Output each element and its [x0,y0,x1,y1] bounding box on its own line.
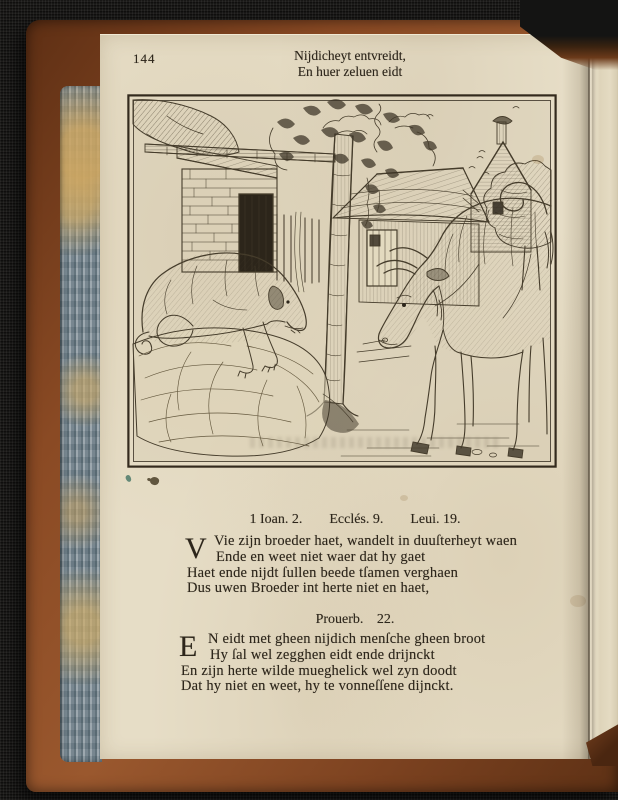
reference-eccles: Ecclés. 9. [329,512,384,527]
green-speck [125,474,133,483]
drop-cap-e: E [179,630,198,663]
underlying-page-edge [592,39,618,755]
engraving-illustration [127,94,557,468]
book-page [100,34,618,759]
foxing-spot [400,495,408,501]
verse-1-line-3: Haet ende nijdt ſullen beede tſamen verghaen [187,564,459,581]
verse-1 [185,534,585,597]
verse-2-line-3: En zijn herte wilde mueghelick wel zyn doodt [181,662,457,679]
page-header [160,48,540,80]
header-line-1: Nijdicheyt entvreidt, [294,48,406,63]
verse-2-line-1: N eidt met gheen nijdich menſche gheen broot [208,631,486,647]
proverb-heading: Prouerb. 22. [315,612,395,627]
page-fold-line [588,35,590,759]
book-fore-edge [60,86,102,762]
scripture-references [160,512,550,528]
verse-1-line-4: Dus uwen Broeder int herte niet en haet, [187,580,430,597]
verse-2-line-4: Dat hy niet en weet, hy te vonneſſene dijnckt. [181,678,454,695]
drop-cap-v: V [185,532,207,565]
reference-ioan: 1 Ioan. 2. [249,512,303,527]
page-number: 144 [133,51,156,66]
verse-1-line-1: Vie zijn broeder haet, wandelt in duuſterheyt waen [214,533,518,549]
show-through-smudge [250,437,500,448]
verse-2-line-2: Hy ſal wel zegghen eidt ende drijnckt [210,646,435,663]
verse-1-line-2: Ende en weet niet waer dat hy gaet [216,548,426,565]
verse-2 [179,632,579,695]
ink-blot [149,476,160,487]
reference-leui: Leui. 19. [410,512,461,527]
header-line-2: En huer zeluen eidt [297,64,403,79]
